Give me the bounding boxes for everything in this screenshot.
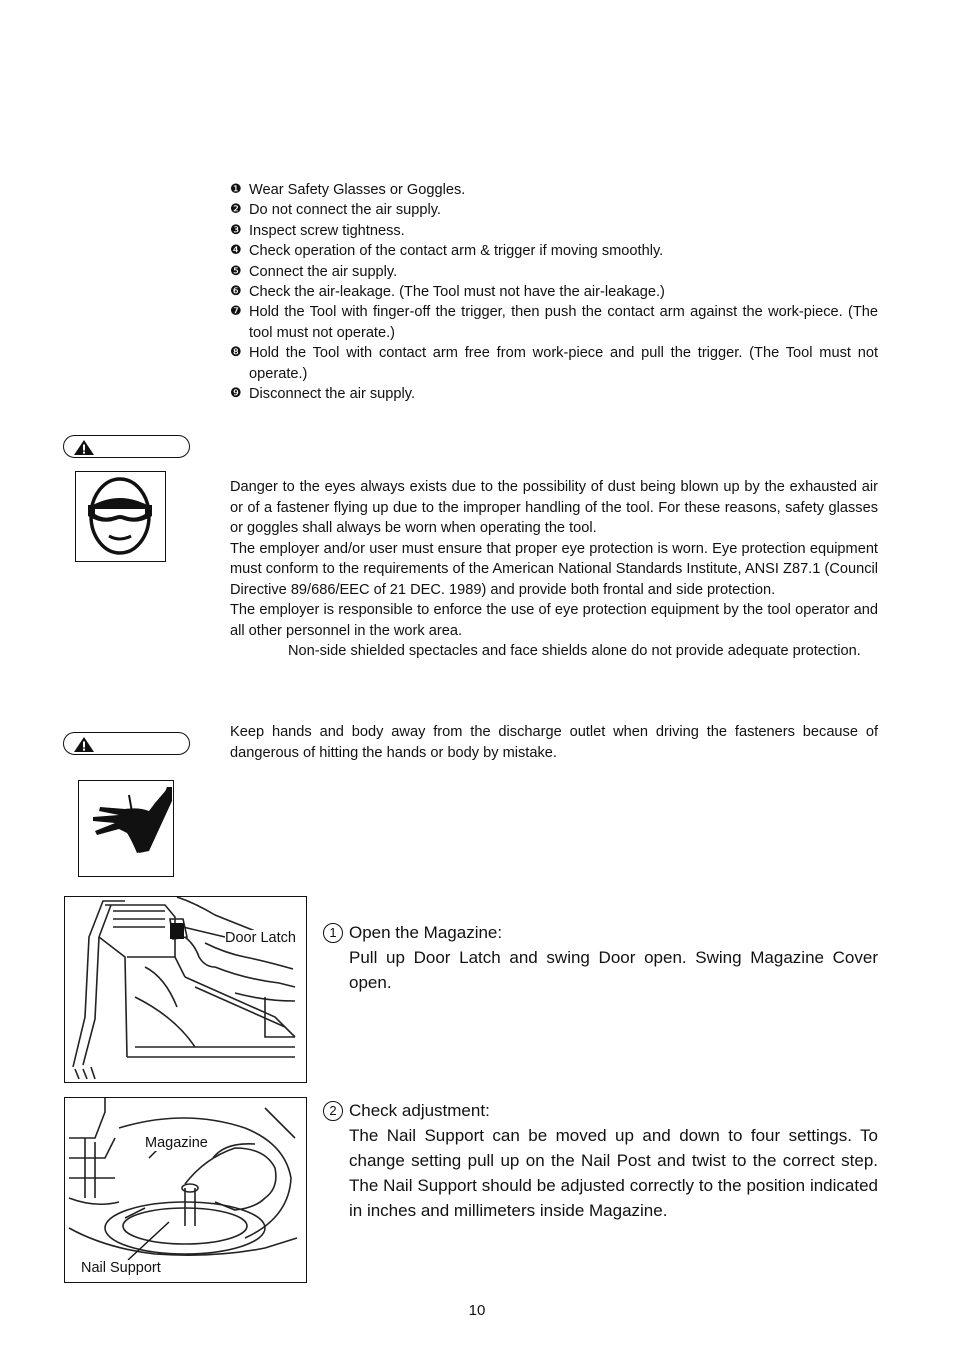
nailer-door-latch-illustration: [65, 897, 305, 1081]
step-title: Check adjustment:: [349, 1101, 490, 1120]
hand-warning: [230, 722, 878, 763]
step-body: Pull up Door Latch and swing Door open. Swing Magazine Cover open.: [349, 948, 878, 992]
list-item: ❽ Hold the Tool with contact arm free from work-piece and pull the trigger. (The Tool must not operate.): [230, 345, 878, 382]
warning-paragraph: Keep hands and body away from the discharge outlet when driving the fasteners because of dangerous of hitting the hands or body by mistake.: [230, 724, 878, 761]
list-item: ❼ Hold the Tool with finger-off the trigger, then push the contact arm against the work-piece. (The tool must not operate.): [230, 304, 878, 341]
list-item: ❻ Check the air-leakage. (The Tool must not have the air-leakage.): [230, 284, 665, 301]
goggles-pictogram: [75, 471, 166, 562]
warning-triangle-icon: [73, 736, 95, 753]
warning-paragraph: The employer and/or user must ensure that proper eye protection is worn. Eye protection equipment must conform to the requirements of the American National Standards Institute, ANSI Z87.1 (Council Directive 89/686/EEC of 21 DEC. 1989) and provide both frontal and side protection.: [230, 540, 878, 598]
step-number-badge: 2: [323, 1101, 343, 1121]
step-open-magazine: [323, 920, 878, 995]
list-item: ❷ Do not connect the air supply.: [230, 202, 441, 219]
magazine-nail-support-illustration: [65, 1098, 305, 1281]
step-title: Open the Magazine:: [349, 923, 503, 942]
hand-pictogram: [78, 780, 174, 877]
magazine-label: Magazine: [145, 1135, 208, 1151]
warning-paragraph: Non-side shielded spectacles and face shields alone do not provide adequate protection.: [288, 643, 861, 659]
list-item: ❺ Connect the air supply.: [230, 263, 398, 280]
eye-protection-warning: [230, 477, 878, 662]
list-item: ❶ Wear Safety Glasses or Goggles.: [230, 182, 466, 198]
list-item: ❸ Inspect screw tightness.: [230, 222, 405, 239]
page-number: 10: [468, 1302, 486, 1319]
warning-paragraph: Danger to the eyes always exists due to the possibility of dust being blown up by the exhausted air or of a fastener flying up due to the improper handling of the tool. For these reasons, safety glasses or goggles shall always be worn when operating the tool.: [230, 479, 878, 536]
safety-goggles-icon: [76, 472, 164, 560]
nail-support-label: Nail Support: [81, 1260, 161, 1276]
magazine-figure: [64, 1097, 307, 1283]
warning-triangle-icon: [73, 439, 95, 456]
list-item: ❹ Check operation of the contact arm & trigger if moving smoothly.: [230, 243, 664, 260]
list-item: ❾ Disconnect the air supply.: [230, 386, 416, 403]
step-check-adjustment: [323, 1098, 878, 1223]
hand-injury-icon: [79, 781, 172, 875]
step-body: The Nail Support can be moved up and down to four settings. To change setting pull up on the Nail Post and twist to the correct step. The Nail Support should be adjusted correctly to the position indicated in inches and millimeters inside Magazine.: [349, 1126, 878, 1220]
warning-badge: [63, 435, 190, 458]
warning-paragraph: The employer is responsible to enforce the use of eye protection equipment by the tool operator and all other personnel in the work area.: [230, 602, 878, 639]
step-number-badge: 1: [323, 923, 343, 943]
door-latch-figure: [64, 896, 307, 1083]
door-latch-label: Door Latch: [225, 930, 296, 946]
warning-badge: [63, 732, 190, 755]
checklist: [230, 180, 878, 404]
